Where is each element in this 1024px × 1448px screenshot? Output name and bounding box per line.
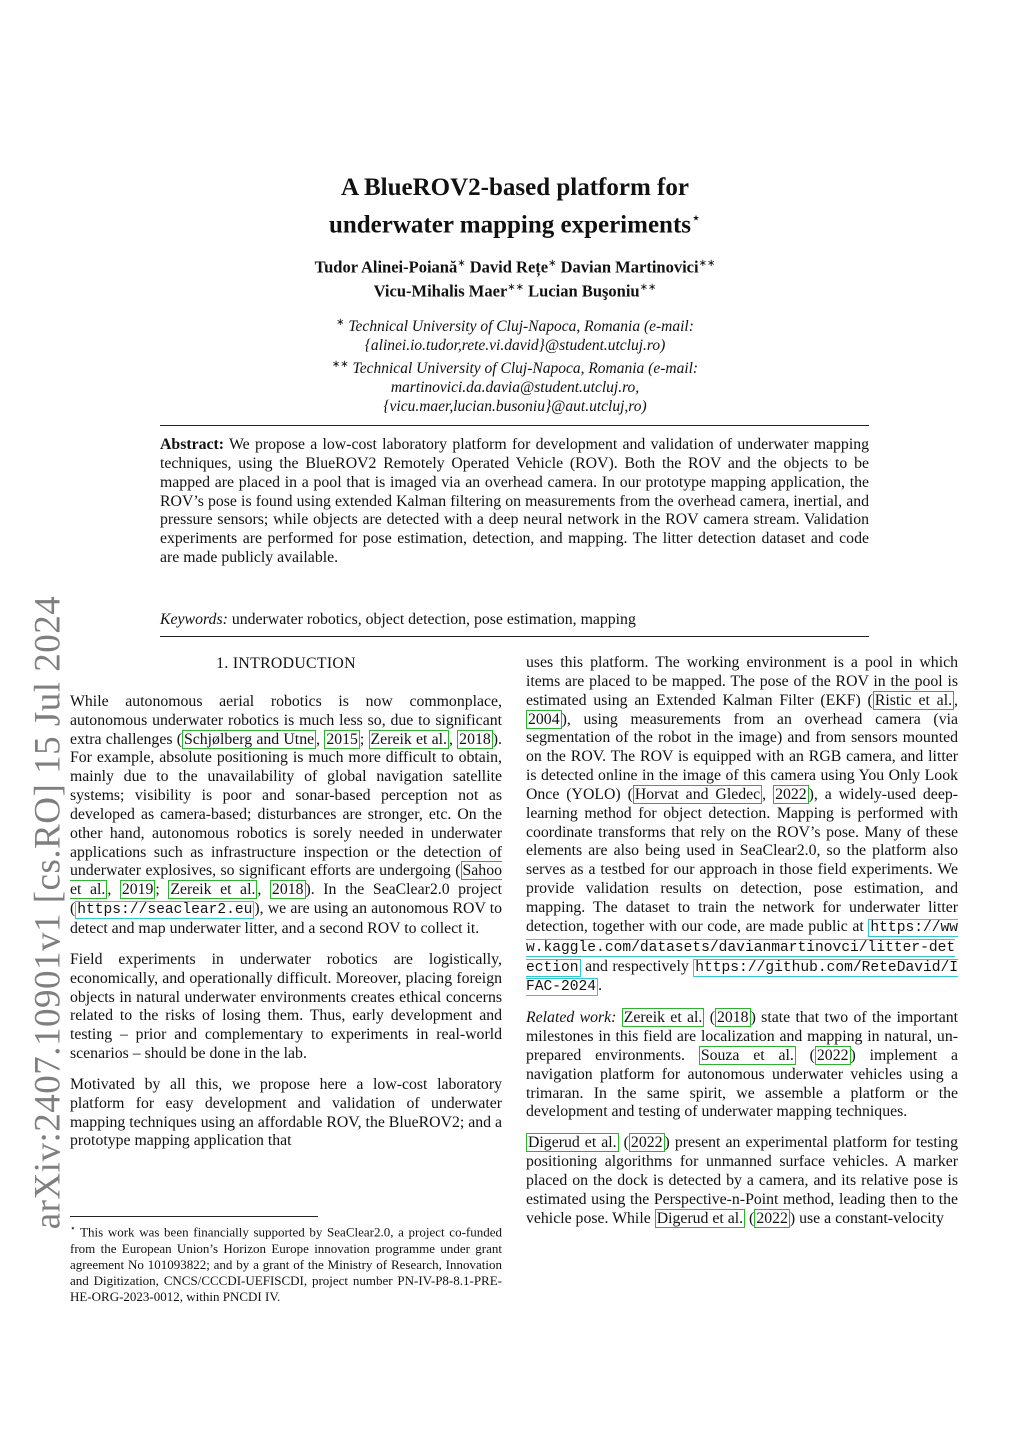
intro-paragraph-6: Digerud et al. ( 2022 ) present an experimental platform for testing positioning algorithms for unmanned surface vehicles. A marker placed on the dock is detected by a camera, and its relative pose is estimated using the Perspective-n-Point method, leading then to the vehicle pose. While Digerud et al. ( 2022 ) use a constant-velocity [526, 1134, 958, 1227]
title-line-2: underwater mapping experiments⋆ [328, 210, 702, 239]
citation-year-link[interactable]: 2022 [756, 1209, 788, 1227]
title-footnote-marker: ⋆ [691, 210, 702, 227]
related-work-paragraph: Related work: Zereik et al. ( 2018 ) state that two of the important milestones in this field are localization and mapping in natural, un-prepared environments. Souza et al. ( 2022 ) implement a navigation platform for autonomous underwater vehicles using a trimaran. In the same spirit, we assemble a platform or the development and testing of underwater mapping techniques. [526, 1009, 958, 1121]
author-list [150, 254, 880, 301]
citation-link[interactable]: Sahoo et al. [70, 862, 502, 899]
author-affil-mark: ∗∗ [639, 281, 657, 293]
abstract [160, 436, 869, 568]
footnote-text: This work was been financially supported by SeaClear2.0, a project co-funded from the European Union’s Horizon Europe innovation programme under grant agreement No 101093822; and by a grant of the Ministry of Research, Innovation and Digitization, CNCS/CCCDI-UEFISCDI, project number PN-IV-P8-8.1-PRE-HE-ORG-2023-0012, within PNCDI IV. [70, 1224, 502, 1305]
author-name: Tudor Alinei-Poiană [314, 257, 458, 277]
author-name: Davian Martinovici [560, 257, 699, 277]
abstract-label: Abstract: [160, 436, 225, 453]
footnote-rule [70, 1216, 318, 1217]
author-name: Vicu-Mihalis Maer [373, 281, 508, 300]
funding-footnote [70, 1220, 502, 1305]
citation-year-link[interactable]: 2019 [121, 881, 154, 899]
affiliation-1-line-1: ∗ Technical University of Cluj-Napoca, Romania (e-mail: [336, 317, 694, 336]
intro-paragraph-4: uses this platform. The working environment is a pool in which items are placed to be mapped. The pose of the ROV in the pool is estimated using an Extended Kalman Filter (EKF) ( Ristic et al. , 2004 ), using measurements from an overhead camera (via segmentation of the robot in the image) and from sensors mounted on the ROV. The ROV is equipped with an RGB camera, and litter is detected online in the image of this camera using You Only Look Once (YOLO) ( Horvat and Gledec , 2022 ), a widely-used deep-learning method for object detection. Mapping is performed with coordinate transforms that rely on the ROV’s pose. Many of these elements are also being used in SeaClear2.0, so the platform also serves as a testbed for our approach in those field experiments. We provide validation results on detection, pose estimation, and mapping. The dataset to train the network for underwater litter detection, together with our code, are made public at https://www.kaggle.com/datasets/davianmartinovci/litter-detection and respectively https://github.com/ReteDavid/IFAC-2024 . [526, 654, 958, 996]
citation-year-link[interactable]: 2022 [775, 785, 807, 803]
author-name: Lucian Buşoniu [528, 281, 640, 300]
author-affil-mark: ∗∗ [507, 281, 525, 293]
citation-link[interactable]: Zereik et al. [170, 881, 256, 899]
section-heading-introduction: 1. INTRODUCTION [216, 655, 356, 672]
citation-year-link[interactable]: 2004 [528, 710, 560, 728]
url-link-github[interactable]: https://github.com/ReteDavid/IFAC-2024 [526, 959, 958, 996]
left-column [70, 655, 502, 1163]
keywords [160, 610, 869, 629]
citation-link[interactable]: Ristic et al. [874, 691, 953, 709]
citation-link[interactable]: Digerud et al. [528, 1134, 617, 1152]
citation-link[interactable]: Souza et al. [700, 1046, 794, 1064]
related-work-label: Related work: [526, 1009, 617, 1027]
author-affil-mark: ∗ [457, 258, 466, 269]
affiliation-2-line-2: martinovici.da.davia@student.utcluj.ro, [390, 378, 640, 396]
abstract-text: We propose a low-cost laboratory platform for development and validation of underwater mapping techniques, using the BlueROV2 Remotely Operated Vehicle (ROV). Both the ROV and the objects to be mapped are placed in a pool that is imaged via an overhead camera. In our prototype mapping application, the ROV’s pose is found using extended Kalman filtering on measurements from the overhead camera, inertial, and pressure sensors; while objects are detected with a deep neural network in the ROV camera stream. Validation experiments are performed for pose estimation, detection, and mapping. The litter detection dataset and code are made publicly available. [160, 436, 869, 567]
abstract-bottom-rule [160, 636, 869, 637]
author-name: David Rețe [469, 257, 549, 277]
author-affil-mark: ∗ [548, 258, 557, 269]
abstract-top-rule [160, 425, 869, 426]
paper-title [200, 172, 830, 240]
author-affil-mark: ∗∗ [698, 258, 716, 269]
footnote-marker: ⋆ [70, 1223, 76, 1233]
citation-link[interactable]: Digerud et al. [656, 1209, 744, 1227]
author-line-1 [150, 254, 880, 278]
citation-link[interactable]: Zereik et al. [370, 730, 447, 748]
intro-paragraph-3: Motivated by all this, we propose here a low-cost laboratory platform for easy development and validation of underwater mapping techniques using an affordable ROV, the BlueROV2; and a prototype mapping application that [70, 1075, 502, 1150]
citation-year-link[interactable]: 2022 [630, 1134, 663, 1152]
citation-link[interactable]: Schjølberg and Utne [183, 730, 315, 748]
arxiv-sidebar-stamp [18, 455, 78, 1370]
citation-year-link[interactable]: 2018 [459, 730, 491, 748]
citation-link[interactable]: Zereik et al. [623, 1009, 703, 1027]
arxiv-id: arXiv:2407.10901v1 [cs.RO] 15 Jul 2024 [27, 595, 69, 1230]
url-link-kaggle[interactable]: https://www.kaggle.com/datasets/davianmartinovci/litter-detection [526, 919, 958, 976]
intro-paragraph-1: While autonomous aerial robotics is now commonplace, autonomous underwater robotics is much less so, due to significant extra challenges ( Schjølberg and Utne , 2015 ; Zereik et al. , 2018 ). For example, absolute positioning is much more difficult to obtain, mainly due to the unavailability of global navigation satellite systems; visibility is poor and sonar-based perception not as developed as camera-based; disturbances are stronger, etc. On the other hand, autonomous robotics is sorely needed in underwater applications such as infrastructure inspection or the detection of underwater explosives, so significant efforts are undergoing ( Sahoo et al. , 2019 ; Zereik et al. , 2018 ). In the SeaClear2.0 project ( https://seaclear2.eu ), we are using an autonomous ROV to detect and map underwater litter, and a second ROV to collect it. [70, 692, 502, 937]
author-line-2 [150, 278, 880, 302]
keywords-text: underwater robotics, object detection, pose estimation, mapping [231, 611, 636, 628]
url-link-seaclear[interactable]: https://seaclear2.eu [77, 902, 253, 919]
citation-year-link[interactable]: 2015 [326, 730, 358, 748]
title-line-1: A BlueROV2-based platform for [341, 174, 689, 201]
affiliation-2-line-1: ∗∗ Technical University of Cluj-Napoca, Romania (e-mail: [331, 358, 699, 377]
affiliation-2-line-3: {vicu.maer,lucian.busoniu}@aut.utcluj,ro) [383, 397, 647, 415]
citation-link[interactable]: Horvat and Gledec [634, 785, 761, 803]
affiliation-1-line-2: {alinei.io.tudor,rete.vi.david}@student.utcluj.ro) [364, 336, 666, 354]
citation-year-link[interactable]: 2022 [816, 1046, 849, 1064]
right-column [526, 654, 958, 1240]
affiliations [200, 314, 830, 416]
citation-year-link[interactable]: 2018 [716, 1009, 749, 1027]
keywords-label: Keywords: [160, 611, 228, 628]
intro-paragraph-2: Field experiments in underwater robotics are logistically, economically, and operationally difficult. Moreover, placing foreign objects in natural underwater environments creates ethical concerns related to the risks of losing them. Thus, early development and testing – prior and complementary to experiments in real-world scenarios – should be done in the lab. [70, 950, 502, 1063]
citation-year-link[interactable]: 2018 [271, 881, 304, 899]
